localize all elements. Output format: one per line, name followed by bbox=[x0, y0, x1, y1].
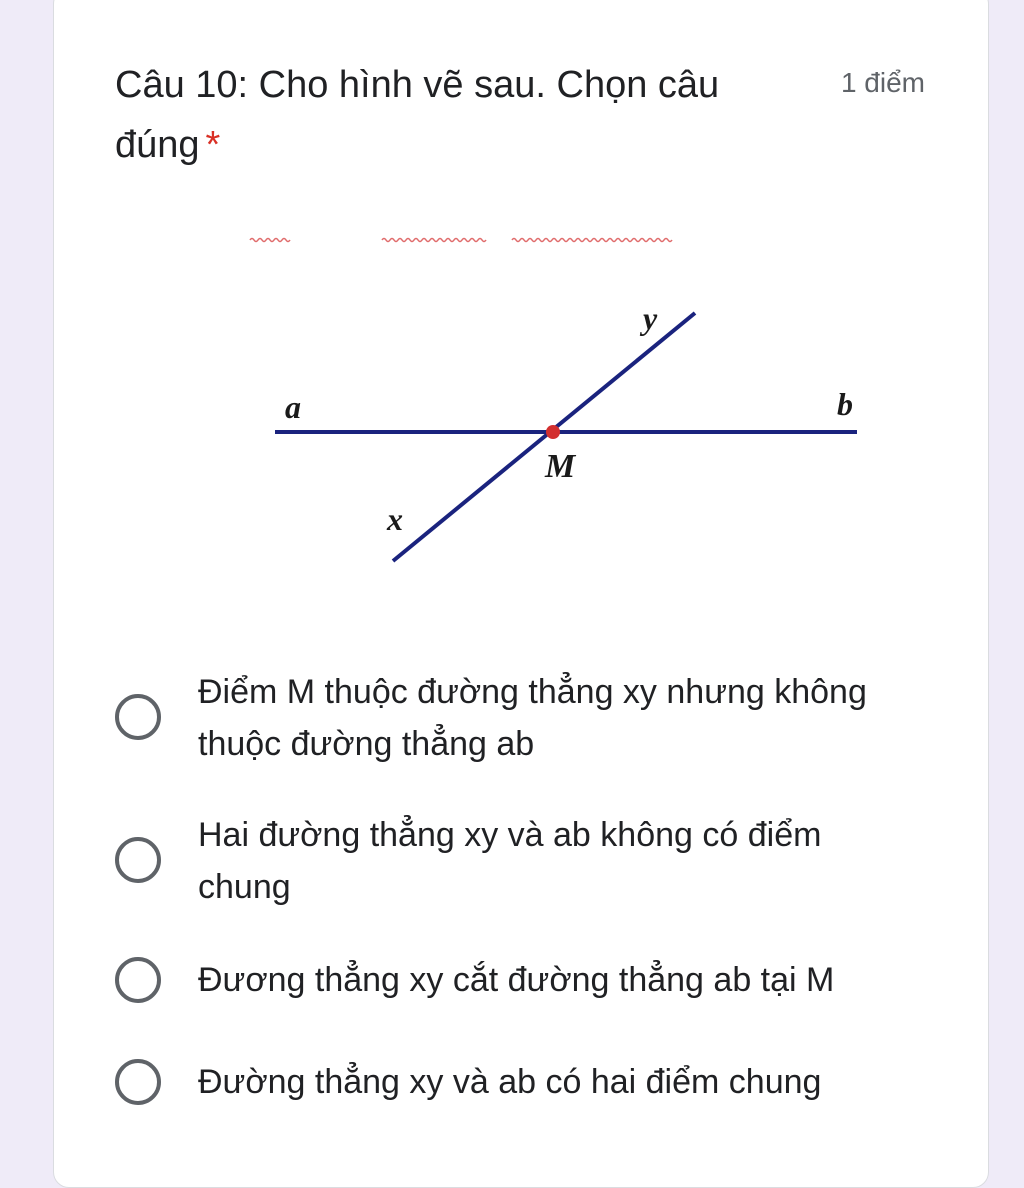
option-3-label: Đương thẳng xy cắt đường thẳng ab tại M bbox=[198, 961, 835, 999]
radio-button-option-3[interactable] bbox=[115, 957, 161, 1003]
label-a: a bbox=[285, 389, 301, 425]
label-b: b bbox=[837, 386, 853, 422]
point-m bbox=[546, 425, 560, 439]
question-title bbox=[115, 55, 795, 175]
radio-button-option-1[interactable] bbox=[115, 694, 161, 740]
label-x: x bbox=[387, 501, 403, 537]
question-points: 1 điểm bbox=[840, 67, 925, 98]
squiggle-mark bbox=[250, 239, 290, 242]
label-y: y bbox=[643, 300, 658, 336]
squiggle-mark bbox=[382, 239, 486, 242]
radio-button-option-2[interactable] bbox=[115, 837, 161, 883]
squiggle-mark bbox=[512, 239, 672, 242]
option-2-label: Hai đường thẳng xy và ab không có điểm chung bbox=[198, 816, 822, 906]
line-xy bbox=[393, 313, 695, 561]
radio-button-option-4[interactable] bbox=[115, 1059, 161, 1105]
option-1-label: Điểm M thuộc đường thẳng xy nhưng không thuộc đường thẳng ab bbox=[198, 673, 867, 763]
question-figure bbox=[240, 225, 880, 575]
geometry-diagram bbox=[240, 225, 880, 575]
label-m: M bbox=[545, 448, 576, 485]
option-4-label: Đường thẳng xy và ab có hai điểm chung bbox=[198, 1063, 822, 1101]
question-title-text: Câu 10: Cho hình vẽ sau. Chọn câu đúng bbox=[115, 64, 720, 166]
required-marker: * bbox=[205, 124, 221, 166]
question-card bbox=[53, 0, 989, 1188]
